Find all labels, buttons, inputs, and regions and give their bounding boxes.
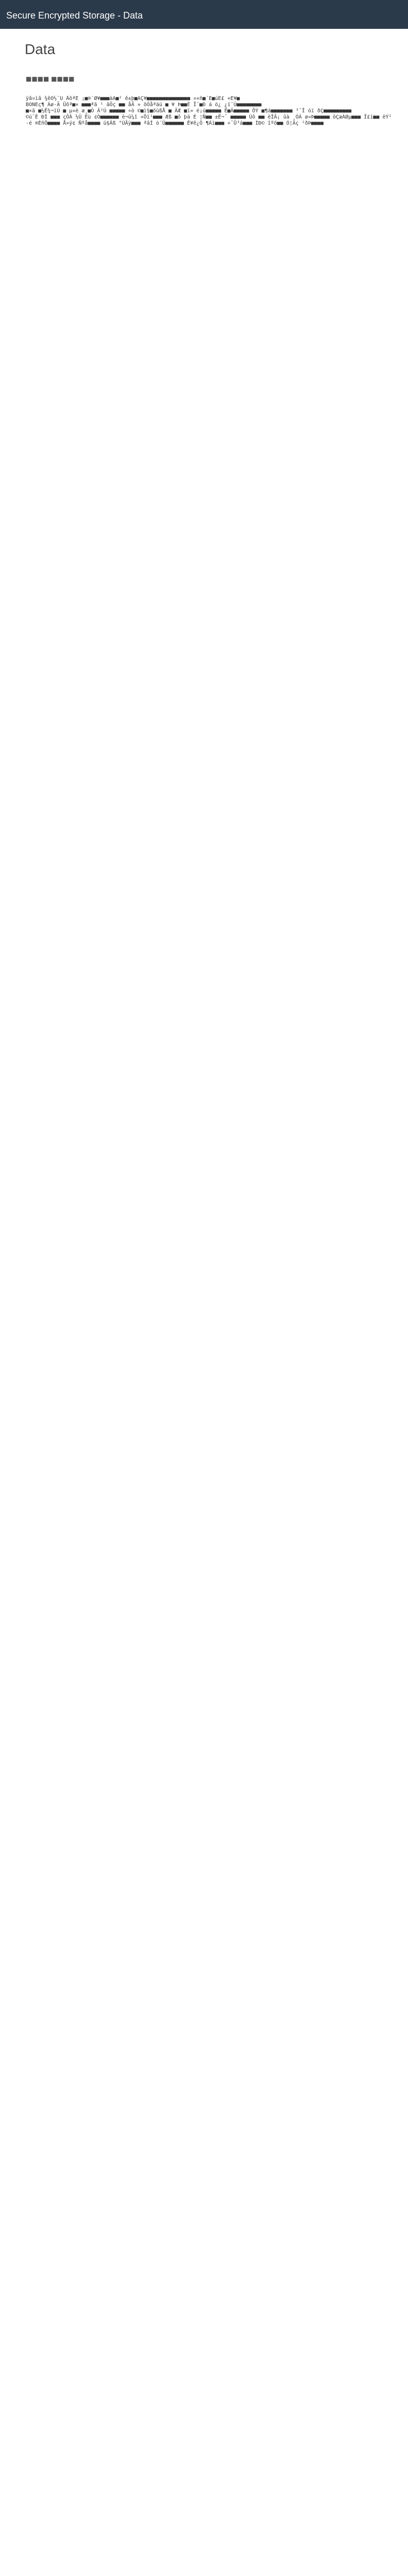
data-meta: ■■■■ ■■■■ [26,75,75,82]
page-title: Data [25,41,56,57]
top-bar [0,0,408,29]
app-title: Secure Encrypted Storage - Data [6,10,143,21]
encrypted-data-block: ÿå¤ìâ ¾êÓ½¨Ù ÅõªÉ ¡■®´Ø¥■■■àÁ■² ê±þ■ÀÇ¥■■■■■■■■■■■■■■ ¤«ñ■´É■úÊ£ ×Ê¥■ BONEç¶ Àø·Ä Üõª■× ■■■ªã ¹ âÔç ■■ åÃ » õÓåªäú ■ ¥ Þ■■É Ï¨■Ð á ö¿ ¿ï¨Ú■■■■■■■■ ■×â ■½Ê¾¬ïÚ ■ µ¤è æ¸■Ò Â²Ú ■■■■■ ÷ò ©■ì§■õùßÅ ■ ÃÆ ■ï» é¡ú■■■■■ Ë■Â■■■■■ ÕÝ ■¶á■■■■■■■ ³¯Î óí ðÇ■■■■■■■■■ ©ú¨È ÐÌ ■■■ çÔÁ ½Û Ëù ¢Ò■■■■■■ è¬ü¼î «Õï¹■■■ Æß ■ô þä É ¦Ñ■■ ±Ë¬¯ ■■■■■ Úô ■■ èÎÄ¡ ûà ¸ÓÀ ø¤Þ■■■■■ öÇæÁØµ■■■ Ï£í■■ ëÝ² ·é ®ÈñÖ■■■■ Å»ý¢ Ñºå■■■■ ü§Âß °ÙÃÿ■■■ ªâÍ ò´Û■■■■■■ Ê¥ê¿Ô ¶Áì■■■ ÷¯Ü³á■■■ ÍÐ© îºõ■■ Ó¦Äç ¹ðÞ■■■■ [26,96,392,126]
